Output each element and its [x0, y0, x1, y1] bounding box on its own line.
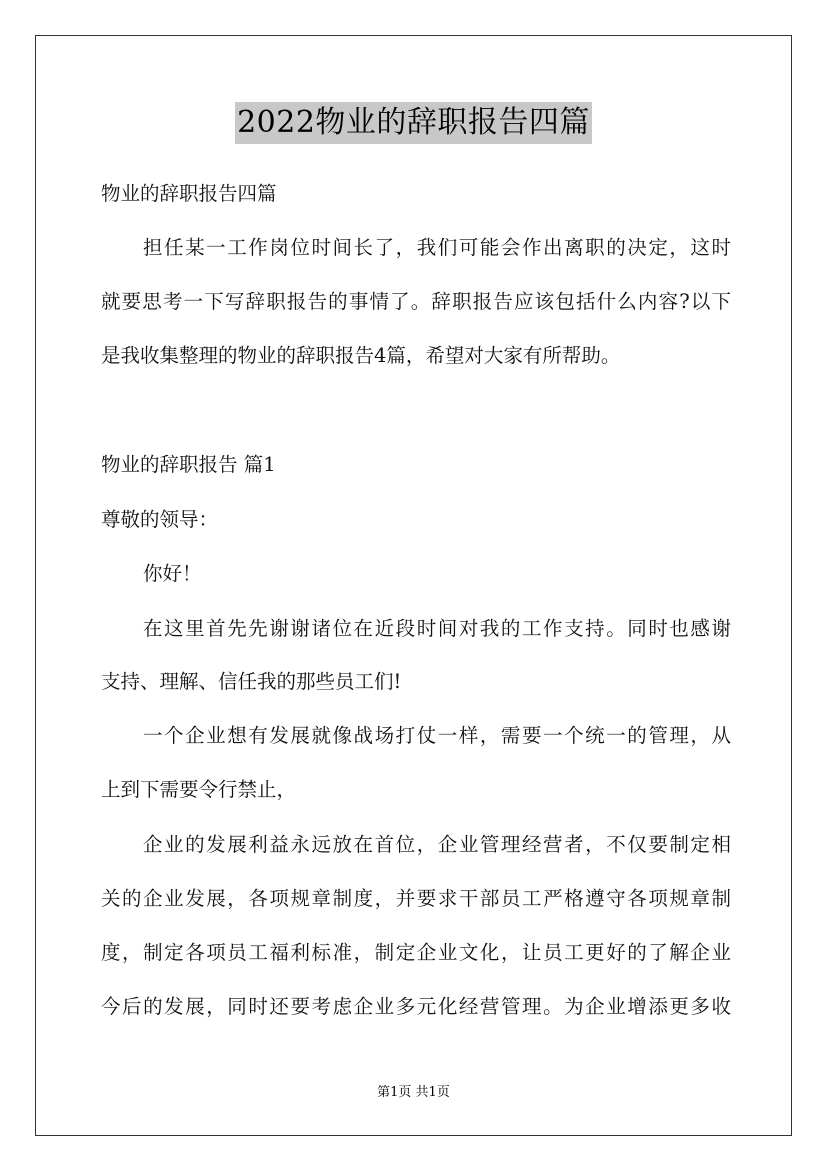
salutation: 尊敬的领导：	[101, 508, 219, 531]
paragraph-line: 关的企业发展，各项规章制度，并要求干部员工严格遵守各项规章制	[101, 887, 731, 910]
paragraph-line: 上到下需要令行禁止，	[101, 778, 297, 801]
section-heading: 物业的辞职报告 篇1	[101, 453, 276, 476]
paragraph-line: 在这里首先先谢谢诸位在近段时间对我的工作支持。同时也感谢	[143, 617, 731, 640]
greeting: 你好！	[143, 562, 202, 585]
page-footer: 第1页 共1页	[377, 1085, 450, 1100]
paragraph-line: 就要思考一下写辞职报告的事情了。辞职报告应该包括什么内容?以下	[101, 290, 731, 313]
paragraph-line: 度，制定各项员工福利标准，制定企业文化，让员工更好的了解企业	[101, 941, 731, 964]
paragraph-line: 是我收集整理的物业的辞职报告4篇，希望对大家有所帮助。	[101, 344, 621, 367]
paragraph-line: 担任某一工作岗位时间长了，我们可能会作出离职的决定，这时	[143, 236, 731, 259]
title-container	[0, 102, 827, 144]
document-title: 2022物业的辞职报告四篇	[235, 102, 592, 144]
section-heading: 物业的辞职报告四篇	[101, 182, 277, 205]
paragraph-line: 企业的发展利益永远放在首位，企业管理经营者，不仅要制定相	[143, 833, 731, 856]
paragraph-line: 今后的发展，同时还要考虑企业多元化经营管理。为企业增添更多收	[101, 995, 731, 1018]
paragraph-line: 支持、理解、信任我的那些员工们!	[101, 670, 402, 693]
paragraph-line: 一个企业想有发展就像战场打仗一样，需要一个统一的管理，从	[143, 724, 731, 747]
